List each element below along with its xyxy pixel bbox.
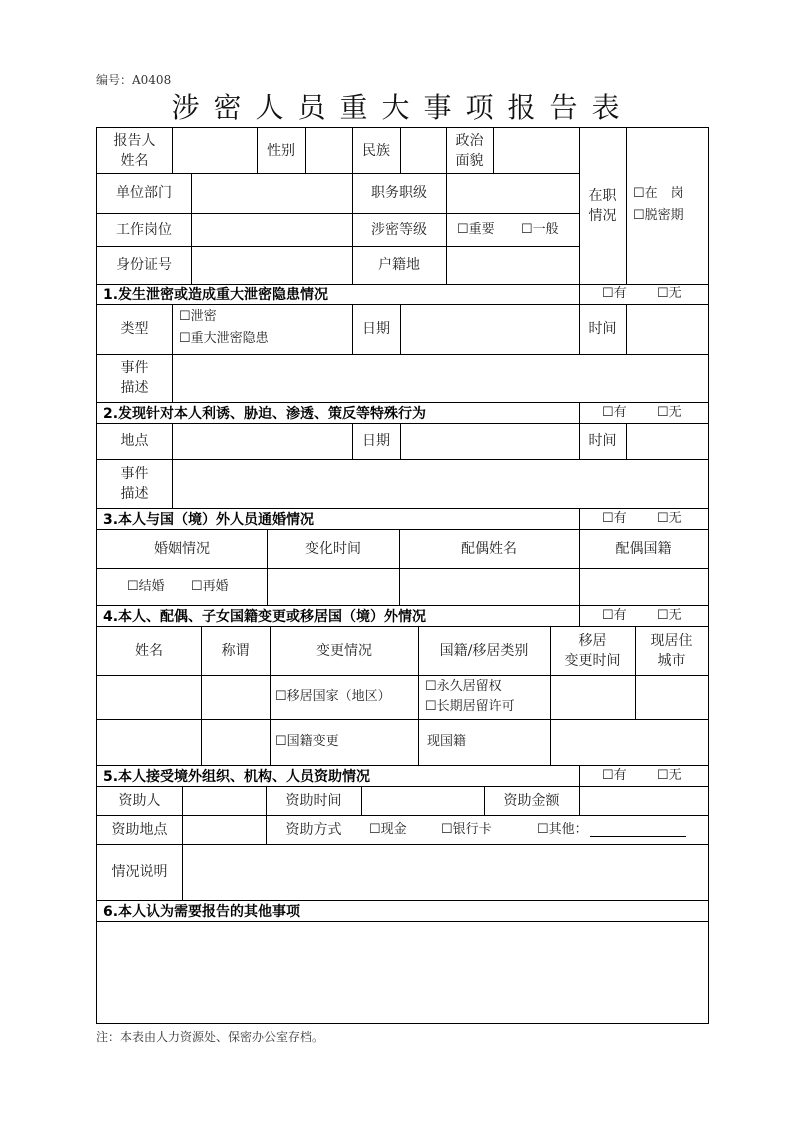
political-status-label: 政治 面貌 <box>455 132 484 169</box>
col-line <box>579 765 580 786</box>
page-title: 涉密人员重大事项报告表 <box>171 91 634 124</box>
s5-other-underline-field[interactable] <box>590 822 686 837</box>
s3-marriage-header: 婚姻情况 <box>154 540 210 557</box>
s3-spouse-name-field[interactable] <box>399 568 579 605</box>
id-number-label: 身份证号 <box>116 257 172 273</box>
s4-permanent-checkbox[interactable]: ☐永久居留权 <box>425 679 502 694</box>
reporter-name-field[interactable] <box>172 128 257 173</box>
s4-type-header: 国籍/移居类别 <box>439 642 529 659</box>
s1-date-field[interactable] <box>400 304 579 354</box>
col-line <box>579 508 580 529</box>
s3-change-time-field[interactable] <box>267 568 399 605</box>
gender-label: 性别 <box>267 142 295 159</box>
ethnicity-field[interactable] <box>400 128 446 173</box>
s4-row2-name-field[interactable] <box>97 719 201 765</box>
s4-current-nationality-label: 现国籍 <box>427 734 467 749</box>
s5-other-label: ☐其他： <box>537 821 588 837</box>
household-label: 户籍地 <box>378 257 420 273</box>
s4-no-checkbox[interactable]: ☐无 <box>657 607 682 623</box>
s5-method-label: 资助方式 <box>285 821 342 838</box>
s1-type-label: 类型 <box>120 321 149 337</box>
s2-desc-label: 事件 描述 <box>120 465 149 502</box>
s3-spouse-nationality-header: 配偶国籍 <box>615 540 672 557</box>
s5-amount-label: 资助金额 <box>503 792 560 809</box>
s3-change-time-header: 变化时间 <box>305 540 361 557</box>
s2-date-field[interactable] <box>400 423 579 459</box>
s1-time-field[interactable] <box>626 304 708 354</box>
section-6-title: 6.本人认为需要报告的其他事项 <box>103 903 301 920</box>
s5-amount-field[interactable] <box>579 786 708 815</box>
s2-no-checkbox[interactable]: ☐无 <box>657 404 682 420</box>
s5-explain-label: 情况说明 <box>111 864 168 880</box>
political-status-field[interactable] <box>493 128 579 173</box>
report-form <box>96 127 709 1024</box>
id-number-field[interactable] <box>191 246 352 284</box>
s3-remarried-checkbox[interactable]: ☐再婚 <box>191 578 229 594</box>
s5-other-checkbox[interactable] <box>537 815 705 844</box>
s5-card-checkbox[interactable]: ☐银行卡 <box>441 821 492 837</box>
secrecy-level-label: 涉密等级 <box>371 221 427 238</box>
ethnicity-label: 民族 <box>362 142 390 159</box>
s5-sponsor-label: 资助人 <box>118 792 161 809</box>
off-duty-checkbox[interactable]: ☐脱密期 <box>633 208 684 223</box>
s1-desc-label: 事件 描述 <box>120 360 149 396</box>
department-label: 单位部门 <box>116 185 172 201</box>
s5-sponsor-field[interactable] <box>182 786 266 815</box>
s4-migrate-checkbox[interactable]: ☐移居国家（地区） <box>275 689 391 704</box>
position-field[interactable] <box>446 173 579 213</box>
section-3-title: 3.本人与国（境）外人员通婚情况 <box>103 511 315 528</box>
s5-place-label: 资助地点 <box>111 821 168 838</box>
s5-sponsor-time-label: 资助时间 <box>285 792 342 809</box>
s5-cash-checkbox[interactable]: ☐现金 <box>369 821 407 837</box>
section-4-title: 4.本人、配偶、子女国籍变更或移居国（境）外情况 <box>103 608 427 625</box>
reporter-name-label: 报告人 姓名 <box>113 132 156 169</box>
s4-relation-header: 称谓 <box>221 642 250 659</box>
s1-no-checkbox[interactable]: ☐无 <box>657 286 682 301</box>
s1-risk-checkbox[interactable]: ☐重大泄密隐患 <box>179 331 269 346</box>
s3-no-checkbox[interactable]: ☐无 <box>657 510 682 526</box>
s5-sponsor-time-field[interactable] <box>361 786 484 815</box>
s4-row1-city-field[interactable] <box>635 675 708 719</box>
s4-row1-name-field[interactable] <box>97 675 201 719</box>
col-line <box>579 402 580 423</box>
col-line <box>579 605 580 626</box>
s3-married-checkbox[interactable]: ☐结婚 <box>127 578 165 594</box>
s4-row1-move-time-field[interactable] <box>550 675 635 719</box>
s3-spouse-name-header: 配偶姓名 <box>461 540 517 557</box>
footnote: 注：本表由人力资源处、保密办公室存档。 <box>96 1030 325 1044</box>
job-status-label: 在职 情况 <box>588 187 617 224</box>
s4-row2-relation-field[interactable] <box>201 719 270 765</box>
s5-no-checkbox[interactable]: ☐无 <box>657 767 682 783</box>
section-2-title: 2.发现针对本人利诱、胁迫、渗透、策反等特殊行为 <box>103 405 427 422</box>
document-code: 编号：A0408 <box>96 73 172 87</box>
s3-yes-checkbox[interactable]: ☐有 <box>602 510 627 526</box>
s4-name-header: 姓名 <box>135 642 163 659</box>
s1-date-label: 日期 <box>362 321 390 337</box>
s4-row1-relation-field[interactable] <box>201 675 270 719</box>
s5-explain-field[interactable] <box>182 844 708 900</box>
level-important-checkbox[interactable]: ☐重要 <box>457 221 495 237</box>
s2-date-label: 日期 <box>362 433 390 449</box>
position-label: 职务职级 <box>371 185 427 201</box>
s5-yes-checkbox[interactable]: ☐有 <box>602 767 627 783</box>
s5-place-field[interactable] <box>182 815 266 844</box>
section-1-title: 1.发生泄密或造成重大泄密隐患情况 <box>103 287 329 303</box>
level-general-checkbox[interactable]: ☐一般 <box>521 221 559 237</box>
s2-place-label: 地点 <box>120 433 149 449</box>
s6-content-field[interactable] <box>97 921 708 1021</box>
s4-move-time-header: 移居 变更时间 <box>564 632 621 669</box>
s1-yes-checkbox[interactable]: ☐有 <box>602 286 627 301</box>
post-field[interactable] <box>191 213 352 246</box>
s1-desc-field[interactable] <box>172 354 708 402</box>
s2-yes-checkbox[interactable]: ☐有 <box>602 404 627 420</box>
s3-spouse-nationality-field[interactable] <box>579 568 708 605</box>
col-line <box>626 128 627 284</box>
s1-time-label: 时间 <box>588 321 617 337</box>
post-label: 工作岗位 <box>116 221 172 238</box>
s2-time-label: 时间 <box>588 433 617 449</box>
s4-change-header: 变更情况 <box>316 642 372 659</box>
s4-longterm-checkbox[interactable]: ☐长期居留许可 <box>425 699 515 714</box>
s1-leak-checkbox[interactable]: ☐泄密 <box>179 309 217 324</box>
s2-time-field[interactable] <box>626 423 708 459</box>
gender-field[interactable] <box>305 128 352 173</box>
on-duty-checkbox[interactable]: ☐在 岗 <box>633 186 684 201</box>
s4-yes-checkbox[interactable]: ☐有 <box>602 607 627 623</box>
department-field[interactable] <box>191 173 352 213</box>
s2-desc-field[interactable] <box>172 459 708 508</box>
section-5-title: 5.本人接受境外组织、机构、人员资助情况 <box>103 768 371 785</box>
s4-nationality-change-checkbox[interactable]: ☐国籍变更 <box>275 734 339 749</box>
s4-city-header: 现居住 城市 <box>650 632 693 669</box>
s2-place-field[interactable] <box>172 423 352 459</box>
household-field[interactable] <box>446 246 579 284</box>
s4-current-nationality-field[interactable] <box>550 719 708 765</box>
